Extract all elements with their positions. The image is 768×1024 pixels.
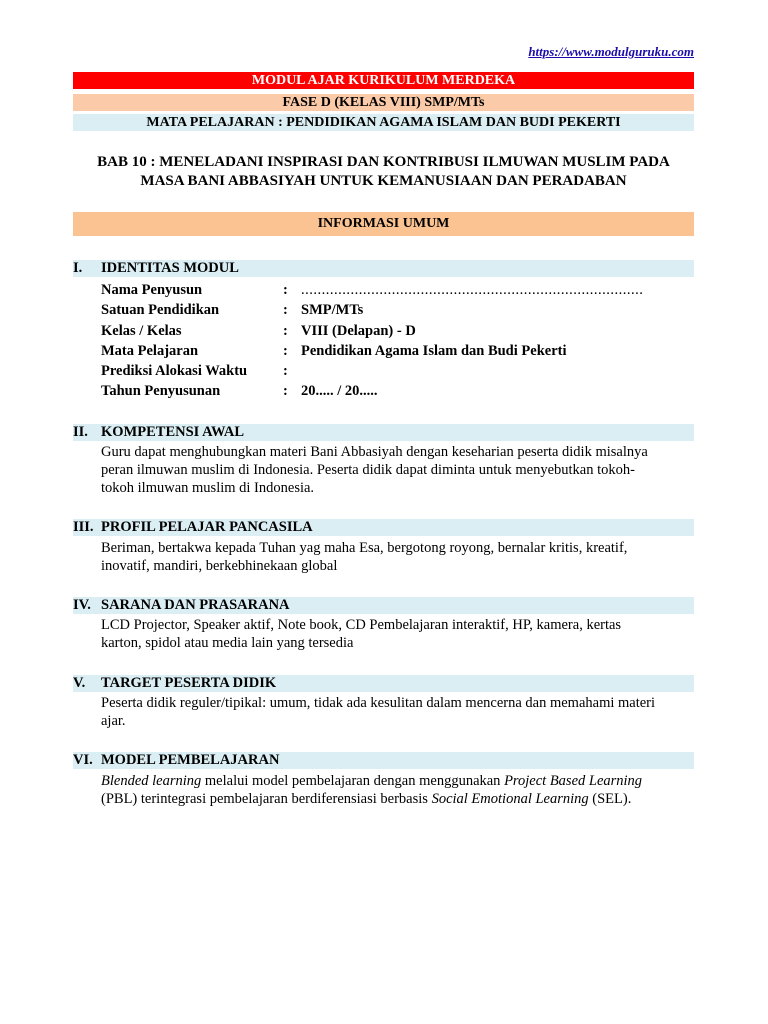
paragraph-line: tokoh ilmuwan muslim di Indonesia.: [101, 480, 315, 496]
section-title: PROFIL PELAJAR PANCASILA: [101, 519, 313, 535]
section-number: IV.: [73, 597, 91, 613]
identity-row: [101, 321, 694, 341]
profile-paragraph: [101, 539, 694, 575]
paragraph-text: (SEL).: [588, 791, 632, 807]
section-heading-identity: [73, 260, 694, 277]
paragraph-text: melalui model pembelajaran dengan menggunakan: [201, 773, 505, 789]
section-title: IDENTITAS MODUL: [101, 260, 239, 276]
identity-separator: :: [283, 282, 288, 298]
paragraph-line: peran ilmuwan muslim di Indonesia. Peserta didik dapat diminta untuk menyebutkan tokoh-: [101, 462, 635, 478]
section-heading-facilities: [73, 597, 694, 614]
paragraph-line: Peserta didik reguler/tipikal: umum, tidak ada kesulitan dalam mencerna dan memahami materi: [101, 695, 656, 711]
facilities-paragraph: [101, 616, 694, 652]
chapter-title-line-1: BAB 10 : MENELADANI INSPIRASI DAN KONTRIBUSI ILMUWAN MUSLIM PADA: [97, 154, 670, 170]
paragraph-line: LCD Projector, Speaker aktif, Note book, CD Pembelajaran interaktif, HP, kamera, kertas: [101, 617, 622, 633]
chapter-title-line-2: MASA BANI ABBASIYAH UNTUK KEMANUSIAAN DAN PERADABAN: [140, 173, 627, 189]
model-paragraph: [101, 772, 694, 808]
identity-key: Tahun Penyusunan: [101, 383, 221, 400]
website-link[interactable]: https://www.modulguruku.com: [528, 44, 694, 59]
identity-row: [101, 361, 694, 381]
identity-key: Prediksi Alokasi Waktu: [101, 363, 248, 380]
phase-band: FASE D (KELAS VIII) SMP/MTs: [73, 94, 694, 111]
section-number: VI.: [73, 752, 93, 768]
identity-separator: :: [283, 302, 288, 319]
identity-separator: :: [283, 383, 288, 400]
target-paragraph: [101, 694, 694, 730]
section-title: MODEL PEMBELAJARAN: [101, 752, 280, 768]
identity-value: SMP/MTs: [301, 302, 364, 319]
italic-term: Social Emotional Learning: [431, 791, 589, 807]
identity-value: ...................................................................................: [301, 282, 644, 298]
section-title: TARGET PESERTA DIDIK: [101, 675, 277, 691]
section-heading-competence: [73, 424, 694, 441]
identity-row: [101, 300, 694, 320]
identity-separator: :: [283, 342, 288, 359]
section-title: KOMPETENSI AWAL: [101, 424, 245, 440]
identity-value: 20..... / 20.....: [301, 383, 378, 400]
section-heading-target: [73, 675, 694, 692]
identity-table: [101, 280, 694, 402]
paragraph-line: ajar.: [101, 713, 126, 729]
section-number: II.: [73, 424, 88, 440]
paragraph-line: karton, spidol atau media lain yang tersedia: [101, 635, 354, 651]
section-heading-profile: [73, 519, 694, 536]
identity-row: [101, 280, 694, 300]
identity-separator: :: [283, 363, 288, 380]
italic-term: Project Based Learning: [504, 773, 643, 789]
identity-row: [101, 381, 694, 401]
paragraph-line: [101, 772, 694, 790]
paragraph-line: [101, 790, 694, 808]
section-number: I.: [73, 260, 83, 276]
section-heading-model: [73, 752, 694, 769]
paragraph-line: inovatif, mandiri, berkebhinekaan global: [101, 558, 338, 574]
module-title-band: MODUL AJAR KURIKULUM MERDEKA: [73, 72, 694, 89]
paragraph-text: (PBL) terintegrasi pembelajaran berdiferensiasi berbasis: [101, 791, 432, 807]
competence-paragraph: [101, 443, 694, 497]
paragraph-line: Guru dapat menghubungkan materi Bani Abbasiyah dengan keseharian peserta didik misalnya: [101, 444, 648, 460]
paragraph-line: Beriman, bertakwa kepada Tuhan yag maha Esa, bergotong royong, bernalar kritis, kreatif,: [101, 540, 628, 556]
identity-value: VIII (Delapan) - D: [301, 322, 416, 339]
identity-row: [101, 341, 694, 361]
general-info-heading: INFORMASI UMUM: [73, 212, 694, 236]
italic-term: Blended learning: [101, 773, 202, 789]
identity-key: Mata Pelajaran: [101, 342, 199, 359]
section-number: III.: [73, 519, 94, 535]
identity-key: Nama Penyusun: [101, 282, 203, 298]
identity-value: Pendidikan Agama Islam dan Budi Pekerti: [301, 342, 567, 359]
section-number: V.: [73, 675, 86, 691]
section-title: SARANA DAN PRASARANA: [101, 597, 290, 613]
chapter-title: [73, 153, 694, 191]
identity-key: Kelas / Kelas: [101, 322, 182, 339]
subject-band: MATA PELAJARAN : PENDIDIKAN AGAMA ISLAM DAN BUDI PEKERTI: [73, 114, 694, 131]
identity-key: Satuan Pendidikan: [101, 302, 220, 319]
identity-separator: :: [283, 322, 288, 339]
